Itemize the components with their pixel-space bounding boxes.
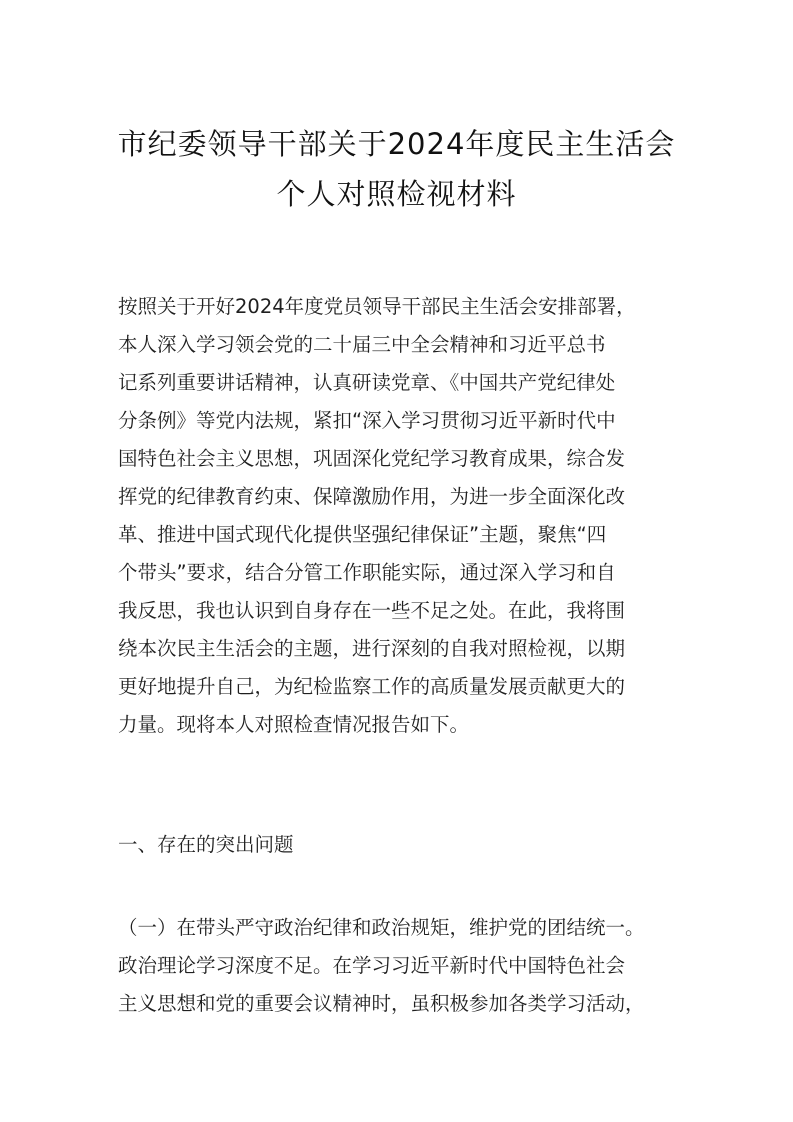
- document-title-line-2: 个人对照检视材料: [276, 177, 517, 211]
- intro-paragraph: [118, 288, 678, 744]
- paragraph-line: 政治理论学习深度不足。在学习习近平新时代中国特色社会: [118, 954, 626, 977]
- paragraph-line: （一）在带头严守政治纪律和政治规矩，维护党的团结统一。: [118, 916, 645, 939]
- paragraph-line: 个带头”要求，结合分管工作职能实际，通过深入学习和自: [118, 561, 616, 584]
- paragraph-line: 按照关于开好2024年度党员领导干部民主生活会安排部署，: [118, 295, 636, 318]
- document-title-line-1: 市纪委领导干部关于2024年度民主生活会: [117, 127, 676, 161]
- paragraph-line: 主义思想和党的重要会议精神时，虽积极参加各类学习活动，: [118, 992, 645, 1015]
- paragraph-line: 本人深入学习领会党的二十届三中全会精神和习近平总书: [118, 333, 606, 356]
- paragraph-line: 分条例》等党内法规，紧扣“深入学习贯彻习近平新时代中: [118, 409, 616, 432]
- paragraph-line: 国特色社会主义思想，巩固深化党纪学习教育成果，综合发: [118, 447, 626, 470]
- paragraph-line: 记系列重要讲话精神，认真研读党章、《中国共产党纪律处: [118, 371, 616, 394]
- paragraph-line: 更好地提升自己，为纪检监察工作的高质量发展贡献更大的: [118, 675, 626, 698]
- paragraph-line: 力量。现将本人对照检查情况报告如下。: [118, 713, 470, 736]
- section-heading: 一、存在的突出问题: [118, 833, 294, 856]
- paragraph-line: 绕本次民主生活会的主题，进行深刻的自我对照检视，以期: [118, 637, 626, 660]
- paragraph-line: 革、推进中国式现代化提供坚强纪律保证”主题，聚焦“四: [118, 523, 607, 546]
- issue-paragraph: [118, 909, 678, 1023]
- paragraph-line: 挥党的纪律教育约束、保障激励作用，为进一步全面深化改: [118, 485, 626, 508]
- paragraph-line: 我反思，我也认识到自身存在一些不足之处。在此，我将围: [118, 599, 626, 622]
